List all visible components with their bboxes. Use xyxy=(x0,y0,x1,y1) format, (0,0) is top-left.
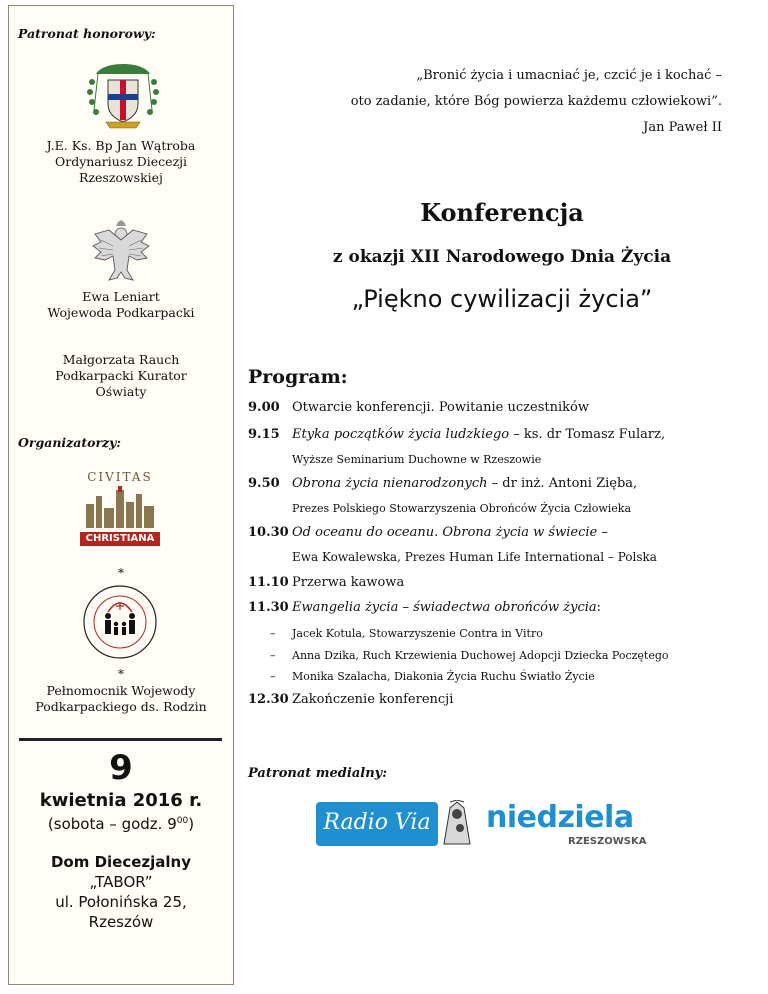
radio-via-label: Radio Via xyxy=(323,810,431,835)
family-ministry-logo-icon xyxy=(80,582,160,662)
event-hour-minutes: 00 xyxy=(176,816,189,826)
civitas-label: CIVITAS xyxy=(87,470,153,484)
program-item xyxy=(248,476,637,491)
page-title: Konferencja xyxy=(420,198,584,227)
witness-dash: – xyxy=(270,649,276,662)
venue-nickname: „TABOR” xyxy=(89,873,153,891)
quote-line-1: „Bronić życia i umacniać je, czcić je i kochać – xyxy=(416,68,722,83)
program-item xyxy=(248,575,404,590)
program-affiliation: Wyższe Seminarium Duchowne w Rzeszowie xyxy=(292,453,542,466)
event-weekday-suffix: ) xyxy=(188,815,195,833)
quote-author: Jan Paweł II xyxy=(643,120,722,135)
program-item xyxy=(248,427,665,442)
program-time: 12.30 xyxy=(248,692,289,707)
bishop-coat-of-arms-icon xyxy=(84,60,162,132)
program-item xyxy=(248,400,589,415)
program-talk-title: Etyka początków życia ludzkiego xyxy=(292,427,510,442)
bishop-name: J.E. Ks. Bp Jan Wątroba xyxy=(46,138,196,153)
media-patronage-heading: Patronat medialny: xyxy=(248,766,388,781)
voivode-name: Ewa Leniart xyxy=(82,289,160,304)
event-weekday-time xyxy=(9,815,233,833)
plenipotentiary-line-1: Pełnomocnik Wojewody xyxy=(46,683,196,698)
page-subtitle: z okazji XII Narodowego Dnia Życia xyxy=(332,247,672,267)
program-talk-title: Obrona życia nienarodzonych xyxy=(292,476,488,491)
curator-name: Małgorzata Rauch xyxy=(62,352,180,367)
radio-via-logo xyxy=(316,802,438,846)
event-weekday-prefix: (sobota – godz. 9 xyxy=(47,815,177,833)
witness-item: Anna Dzika, Ruch Krzewienia Duchowej Adopcji Dziecka Poczętego xyxy=(292,649,669,662)
witness-item: Monika Szalacha, Diakonia Życia Ruchu Światło Życie xyxy=(292,670,595,683)
program-punct: : xyxy=(596,600,602,615)
program-text: Przerwa kawowa xyxy=(292,575,405,590)
program-item xyxy=(248,692,453,707)
city-skyline-icon xyxy=(84,486,156,530)
event-month-year: kwietnia 2016 r. xyxy=(39,790,203,811)
program-time: 11.30 xyxy=(248,600,289,615)
program-time: 9.15 xyxy=(248,427,280,442)
plenipotentiary xyxy=(9,683,233,715)
separator-star: * xyxy=(118,566,124,580)
voivode-title: Wojewoda Podkarpacki xyxy=(47,305,195,320)
conference-theme: „Piękno cywilizacji życia” xyxy=(351,285,653,313)
niedziela-logo: niedziela xyxy=(486,800,634,835)
quote-line-2: oto zadanie, które Bóg powierza każdemu człowiekowi”. xyxy=(350,94,722,109)
niedziela-edition: RZESZOWSKA xyxy=(568,836,647,847)
program-talk-title: Ewangelia życia – świadectwa obrońców życia xyxy=(292,600,597,615)
organizers-heading: Organizatorzy: xyxy=(18,435,122,450)
voivode-patron xyxy=(9,289,233,321)
witness-item: Jacek Kotula, Stowarzyszenie Contra in Vitro xyxy=(292,627,543,640)
program-speaker: – ks. dr Tomasz Fularz, xyxy=(509,427,666,442)
witness-dash: – xyxy=(270,670,276,683)
bishop-patron xyxy=(9,138,233,186)
program-affiliation: Prezes Polskiego Stowarzyszenia Obrońców Życia Człowieka xyxy=(292,502,632,515)
civitas-christiana-logo xyxy=(80,470,160,548)
program-text: Zakończenie konferencji xyxy=(292,692,454,707)
program-heading: Program: xyxy=(248,366,348,388)
program-speaker: – dr inż. Antoni Zięba, xyxy=(487,476,638,491)
event-day: 9 xyxy=(109,748,133,788)
venue xyxy=(9,852,233,932)
program-time: 11.10 xyxy=(248,575,289,590)
venue-name: Dom Diecezjalny xyxy=(50,853,192,871)
plenipotentiary-line-2: Podkarpackiego ds. Rodzin xyxy=(35,699,207,714)
christiana-label: CHRISTIANA xyxy=(80,532,160,546)
program-item xyxy=(248,525,608,540)
program-text: Otwarcie konferencji. Powitanie uczestników xyxy=(292,400,589,415)
polish-eagle-emblem-icon xyxy=(91,220,151,284)
bishop-diocese: Rzeszowskiej xyxy=(79,170,163,185)
program-talk-title: Od oceanu do oceanu. Obrona życia w świecie – xyxy=(292,525,608,540)
curator-patron xyxy=(9,352,233,400)
curator-title-2: Oświaty xyxy=(95,384,147,399)
curator-title: Podkarpacki Kurator xyxy=(55,368,187,383)
madonna-icon xyxy=(440,800,474,848)
date-divider xyxy=(19,738,222,741)
honorary-patronage-heading: Patronat honorowy: xyxy=(18,26,156,41)
program-item xyxy=(248,600,601,615)
venue-city: Rzeszów xyxy=(88,913,154,931)
witness-dash: – xyxy=(270,627,276,640)
venue-street: ul. Połonińska 25, xyxy=(55,893,187,911)
program-time: 9.50 xyxy=(248,476,280,491)
program-affiliation: Ewa Kowalewska, Prezes Human Life International – Polska xyxy=(292,550,657,564)
program-time: 9.00 xyxy=(248,400,280,415)
separator-star-2: * xyxy=(118,667,124,681)
program-time: 10.30 xyxy=(248,525,289,540)
bishop-title: Ordynariusz Diecezji xyxy=(54,154,188,169)
